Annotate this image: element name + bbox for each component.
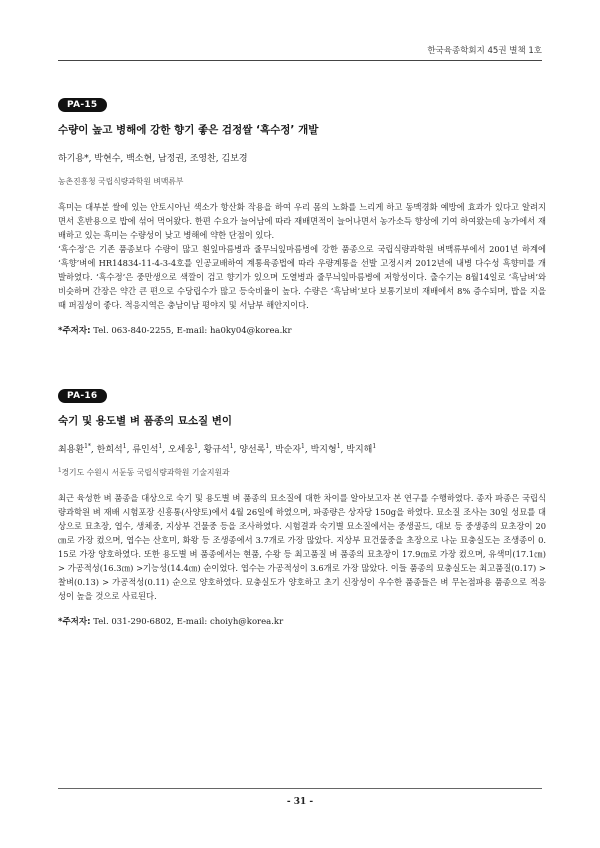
author: 박지형$^1$ bbox=[310, 443, 341, 455]
journal-header: 한국육종학회지 45권 별책 1호 bbox=[427, 46, 542, 56]
author: 박순자$^1$ bbox=[274, 443, 305, 455]
author: 한희석$^1$ bbox=[96, 443, 127, 455]
author-list: 최용환$^{1*}$, 한희석$^1$, 류인석$^1$, 오세웅$^1$, 황규석$^1$, 양선록$^1$, 박순자$^1$, 박지형$^1$, 박지해$^1$ bbox=[58, 443, 377, 455]
affiliation: 농촌진흥청 국립식량과학원 벼맥류부 bbox=[58, 177, 184, 186]
footer-rule bbox=[58, 788, 542, 789]
abstract-title: 숙기 및 용도별 벼 품종의 묘소질 변이 bbox=[58, 415, 233, 427]
abstract-paragraph: 최근 육성한 벼 품종을 대상으로 숙기 및 용도별 벼 품종의 묘소질에 대한 차이를 알아보고자 본 연구를 수행하였다. 종자 파종은 국립식량과학원 벼 재배 시험포장 신흥통(사양토)에서 4월 26일에 하였으며, 파종량은 상자당 150g을 하였다. 묘소질 조사는 30일 성묘를 대상으로 묘초장, 엽수, 생체중, 지상부 건물중 등을 조사하였다. 시험결과 숙기별 묘소질에서는 중생골드, 대보 등 중생종의 묘초장이 20㎝로 가장 컸으며, 엽수는 산호미, 화왕 등 조생종에서 3.7개로 가장 많았다. 지상부 묘건물중을 초장으로 나눈 묘충실도는 조생종이 0.15로 가장 양호하였다. 또한 용도별 벼 품종에서는 현품, 수왕 등 최고품질 벼 품종의 묘초장이 17.9㎝로 가장 컸으며, 유색미(17.1㎝) > 가공적성(16.3㎝) >기능성(14.4㎝) 순이었다. 엽수는 가공적성이 3.6개로 가장 많았다. 이들 품종의 묘충실도는 최고품질(0.17) > 찰벼(0.13) > 가공적성(0.11) 순으로 양호하였다. 묘충실도가 양호하고 초기 신장성이 우수한 품종들은 벼 무논점파용 품종으로 적응성이 높을 것으로 사료된다. bbox=[58, 493, 546, 601]
author: 최용환$^{1*}$ bbox=[58, 443, 91, 455]
author: 황규석$^1$ bbox=[203, 443, 234, 455]
contact-label: *주저자: bbox=[58, 326, 91, 336]
author: 오세웅$^1$ bbox=[167, 443, 198, 455]
corresponding-author bbox=[58, 615, 546, 627]
author: 박지해$^1$ bbox=[346, 443, 377, 455]
abstract-paragraph: ‘흑수정’은 기존 품종보다 수량이 많고 흰잎마름병과 줄무늬잎마름병에 강한 품종으로 국립식량과학원 벼맥류부에서 2001년 하계에 ‘흑향’벼에 HR14834-11-4-3-4호를 인공교배하여 계통육종법에 따라 우량계통을 선발 고정시켜 2012년에 내병 다수성 흑향미를 개발하였다. ‘흑수정’은 중만생으로 색깔이 검고 향기가 있으며 도열병과 줄무늬잎마름병에 저항성이다. 출수기는 8월14일로 ‘흑남벼’와 비슷하며 간장은 약간 큰 편으로 수당립수가 많고 등숙비율이 높다. 수량은 ‘흑남벼’보다 보통기보비 재배에서 8% 증수되며, 밥을 지을 때 퍼짐성이 좋다. 적응지역은 충남이남 평야지 및 서남부 해안지이다. bbox=[58, 244, 546, 310]
abstract-title: 수량이 높고 병해에 강한 향기 좋은 검정쌀 ‘흑수정’ 개발 bbox=[58, 124, 319, 136]
author-list: 하기용*, 박현수, 백소현, 남정권, 조영찬, 김보경 bbox=[58, 154, 248, 164]
abstract-pa-16 bbox=[58, 383, 546, 627]
abstract-paragraph: 흑미는 대부분 쌀에 있는 안토시아닌 색소가 항산화 작용을 하여 우리 몸의 노화를 느리게 하고 동맥경화 예방에 효과가 있다고 알려지면서 혼반용으로 밥에 섞어 먹어왔다. 한편 수요가 늘어남에 따라 재배면적이 늘어나면서 농가소득 향상에 기여 하여왔는데 농가에서 재배하고 있는 흑미는 수량성이 낮고 병해에 약한 단점이 있다. bbox=[58, 202, 546, 240]
contact-info: Tel. 063-840-2255, E-mail: ha0ky04@korea.kr bbox=[93, 326, 292, 336]
contact-info: Tel. 031-290-6802, E-mail: choiyh@korea.kr bbox=[93, 617, 284, 627]
abstract-pa-15 bbox=[58, 92, 546, 336]
abstract-badge: PA-16 bbox=[58, 389, 107, 403]
contact-label: *주저자: bbox=[58, 617, 91, 627]
author: 양선록$^1$ bbox=[239, 443, 270, 455]
abstract-badge: PA-15 bbox=[58, 98, 107, 112]
corresponding-author bbox=[58, 324, 546, 336]
affiliation: $^1$경기도 수원시 서둔동 국립식량과학원 기술지원과 bbox=[58, 467, 230, 477]
author: 류인석$^1$ bbox=[132, 443, 163, 455]
page-number: - 31 - bbox=[286, 797, 314, 807]
header-rule bbox=[58, 60, 542, 61]
